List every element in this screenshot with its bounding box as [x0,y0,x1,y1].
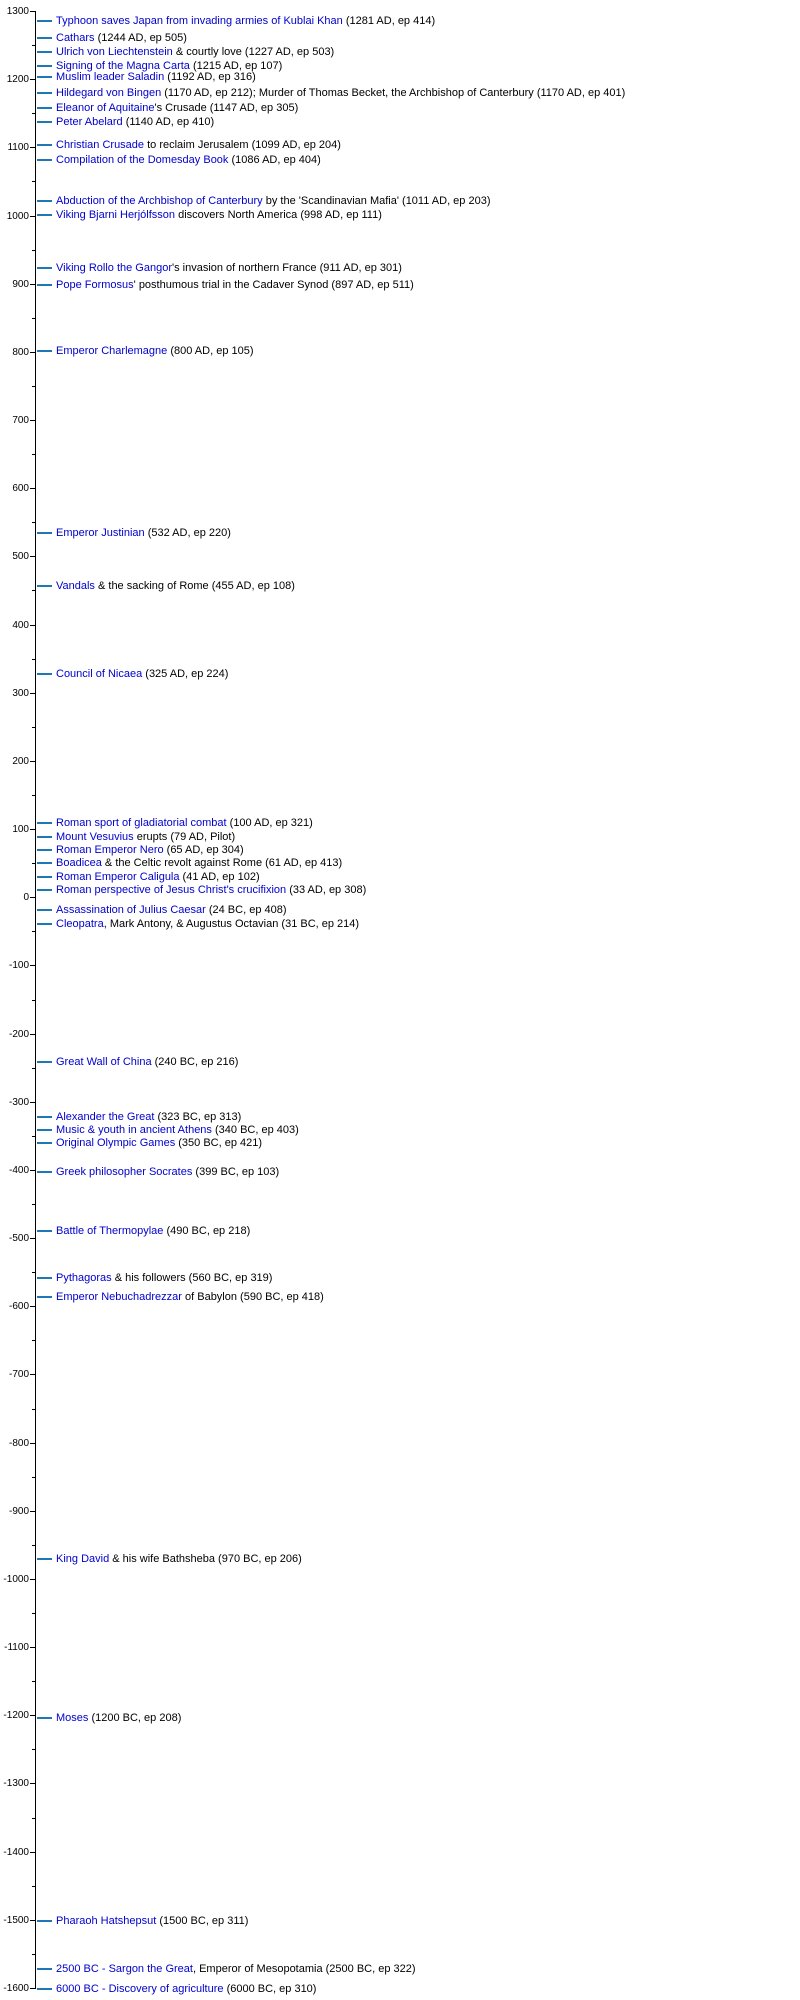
axis-tick-label: -100 [8,960,29,972]
major-tick [30,1579,35,1580]
major-tick [30,1715,35,1716]
event-label [56,1982,316,1996]
axis-tick-label: -800 [8,1437,29,1449]
event-plain-text: (240 BC, ep 216) [151,1056,239,1068]
minor-tick [32,113,35,114]
event-link-text: Great Wall of China [56,1056,152,1068]
event-plain-text: (41 AD, ep 102) [179,871,260,883]
axis-tick-label: -400 [8,1164,29,1176]
event-dash [37,862,52,864]
major-tick [30,1034,35,1035]
minor-tick [32,250,35,251]
axis-tick-label: 200 [12,755,29,767]
event-link-text: Roman Emperor Nero [56,844,164,856]
axis-tick-label: -1600 [3,1983,29,1994]
event-link-text: Assassination of Julius Caesar [56,904,206,916]
event-plain-text: (1170 AD, ep 212); Murder of Thomas Becket, the Archbishop of Canterbury (1170 AD, ep 401) [161,87,626,99]
event-plain-text: & the sacking of Rome (455 AD, ep 108) [94,580,295,592]
event-plain-text: & the Celtic revolt against Rome (61 AD, ep 413) [101,857,343,869]
major-tick [30,1783,35,1784]
event-dash [37,37,52,39]
axis-tick-label: -1400 [3,1846,29,1858]
event-dash [37,1171,52,1173]
event-link-text: Viking Bjarni Herjólfsson [56,209,176,221]
minor-tick [32,1204,35,1205]
event-label [56,667,228,681]
event-plain-text: (323 BC, ep 313) [154,1111,242,1123]
axis-tick-label: 1100 [7,142,29,154]
axis-tick-label: -700 [8,1369,29,1381]
event-plain-text: (325 AD, ep 224) [142,668,229,680]
major-tick [30,965,35,966]
event-label [56,115,214,129]
minor-tick [32,1681,35,1682]
event-dash [37,65,52,67]
event-dash [37,1558,52,1560]
axis-tick-label: -1100 [4,1642,29,1654]
event-link-text: Greek philosopher Socrates [56,1166,193,1178]
event-link-text: Signing of the Magna Carta [56,60,190,72]
major-tick [30,147,35,148]
event-link-text: Moses [56,1712,89,1724]
major-tick [30,216,35,217]
event-plain-text: & courtly love (1227 AD, ep 503) [172,46,335,58]
major-tick [30,11,35,12]
major-tick [30,1988,35,1989]
event-dash [37,909,52,911]
event-dash [37,284,52,286]
major-tick [30,1511,35,1512]
event-link-text: King David [56,1553,110,1565]
major-tick [30,1374,35,1375]
event-label [56,1136,262,1150]
event-label [56,579,295,593]
event-plain-text: (1086 AD, ep 404) [228,154,321,166]
event-plain-text: 's invasion of northern France (911 AD, ep 301) [171,262,402,274]
axis-tick-label: -1000 [3,1573,29,1585]
minor-tick [32,1818,35,1819]
major-tick [30,1238,35,1239]
event-dash [37,267,52,269]
event-dash [37,1988,52,1990]
axis-tick-label: 1000 [6,210,29,222]
event-link-text: Council of Nicaea [56,668,143,680]
major-tick [30,1306,35,1307]
event-plain-text: (399 BC, ep 103) [192,1166,280,1178]
minor-tick [32,45,35,46]
minor-tick [32,795,35,796]
event-link-text: Eleanor of Aquitaine [56,102,155,114]
major-tick [30,761,35,762]
event-dash [37,159,52,161]
minor-tick [32,1954,35,1955]
event-link-text: Alexander the Great [56,1111,155,1123]
event-plain-text: (1140 AD, ep 410) [122,116,215,128]
event-plain-text: & his wife Bathsheba (970 BC, ep 206) [109,1553,302,1565]
event-dash [37,822,52,824]
event-dash [37,532,52,534]
axis-tick-label: -600 [8,1301,29,1313]
event-link-text: Mount Vesuvius [56,831,134,843]
event-plain-text: (65 AD, ep 304) [163,844,244,856]
event-label [56,1110,241,1124]
minor-tick [32,181,35,182]
axis-tick-label: -1300 [3,1778,29,1790]
event-label [56,526,231,540]
event-dash [37,876,52,878]
minor-tick [32,727,35,728]
event-plain-text: ' posthumous trial in the Cadaver Synod (897 AD, ep 511) [133,279,414,291]
event-label [56,1552,302,1566]
event-link-text: Compilation of the Domesday Book [56,154,229,166]
axis-tick-label: -1200 [3,1710,29,1722]
major-tick [30,1852,35,1853]
event-link-text: Vandals [56,580,95,592]
event-plain-text: (24 BC, ep 408) [205,904,287,916]
event-label [56,1962,416,1976]
minor-tick [32,590,35,591]
event-label [56,101,298,115]
axis-tick-label: 0 [23,892,29,904]
minor-tick [32,386,35,387]
minor-tick [32,931,35,932]
event-dash [37,350,52,352]
major-tick [30,1443,35,1444]
event-link-text: Battle of Thermopylae [56,1225,164,1237]
event-label [56,208,382,222]
event-plain-text: to reclaim Jerusalem (1099 AD, ep 204) [144,139,341,151]
axis-tick-label: 900 [12,278,29,290]
major-tick [30,284,35,285]
event-plain-text: (490 BC, ep 218) [163,1225,251,1237]
minor-tick [32,1477,35,1478]
event-dash [37,1296,52,1298]
event-link-text: Music & youth in ancient Athens [56,1124,212,1136]
event-dash [37,200,52,202]
axis-tick-label: 100 [12,824,29,836]
event-dash [37,20,52,22]
event-dash [37,1061,52,1063]
event-label [56,261,402,275]
minor-tick [32,1272,35,1273]
axis-tick-label: -900 [8,1505,29,1517]
event-label [56,344,254,358]
event-link-text: Roman sport of gladiatorial combat [56,817,227,829]
major-tick [30,352,35,353]
event-link-text: Emperor Nebuchadrezzar [56,1291,182,1303]
event-label [56,31,187,45]
event-dash [37,1717,52,1719]
event-plain-text: by the 'Scandinavian Mafia' (1011 AD, ep 203) [262,195,491,207]
event-link-text: Abduction of the Archbishop of Canterbury [56,195,263,207]
event-label [56,86,625,100]
minor-tick [32,1749,35,1750]
event-dash [37,673,52,675]
major-tick [30,625,35,626]
event-dash [37,849,52,851]
event-link-text: Emperor Charlemagne [56,345,168,357]
axis-tick-label: 1200 [6,74,29,86]
event-dash [37,1129,52,1131]
axis-tick-label: 300 [12,687,29,699]
axis-tick-label: 400 [12,619,29,631]
event-link-text: 2500 BC - Sargon the Great [56,1963,193,1975]
axis-tick-label: 600 [12,483,29,495]
timeline-axis [35,11,36,1989]
event-label [56,1914,248,1928]
event-dash [37,92,52,94]
axis-tick-label: -1500 [3,1914,29,1926]
axis-tick-label: -200 [8,1028,29,1040]
minor-tick [32,863,35,864]
event-link-text: Roman perspective of Jesus Christ's crucifixion [56,884,287,896]
event-label [56,45,334,59]
event-dash [37,214,52,216]
axis-tick-label: 700 [12,415,29,427]
event-plain-text: (1281 AD, ep 414) [342,15,436,27]
event-label [56,870,260,884]
event-plain-text: , Mark Antony, & Augustus Octavian (31 BC, ep 214) [103,918,360,930]
minor-tick [32,1000,35,1001]
event-plain-text: (350 BC, ep 421) [175,1137,263,1149]
axis-tick-label: 800 [12,346,29,358]
event-label [56,278,414,292]
minor-tick [32,522,35,523]
minor-tick [32,1136,35,1137]
major-tick [30,897,35,898]
event-plain-text: (1244 AD, ep 505) [94,32,187,44]
event-label [56,856,342,870]
minor-tick [32,318,35,319]
event-plain-text: (532 AD, ep 220) [144,527,231,539]
event-link-text: Boadicea [56,857,102,869]
event-label [56,1165,279,1179]
event-link-text: Pharaoh Hatshepsut [56,1915,157,1927]
minor-tick [32,1886,35,1887]
event-dash [37,1116,52,1118]
event-label [56,843,244,857]
event-label [56,153,321,167]
event-dash [37,1230,52,1232]
major-tick [30,1102,35,1103]
event-label [56,1123,299,1137]
event-dash [37,51,52,53]
event-plain-text: (33 AD, ep 308) [286,884,367,896]
major-tick [30,693,35,694]
event-link-text: Original Olympic Games [56,1137,176,1149]
event-plain-text: 's Crusade (1147 AD, ep 305) [154,102,299,114]
axis-tick-label: -500 [8,1233,29,1245]
minor-tick [32,659,35,660]
event-label [56,1224,250,1238]
event-plain-text: (340 BC, ep 403) [211,1124,299,1136]
event-link-text: Cathars [56,32,95,44]
axis-tick-label: -300 [8,1096,29,1108]
major-tick [30,556,35,557]
event-plain-text: (1500 BC, ep 311) [156,1915,249,1927]
event-plain-text: , Emperor of Mesopotamia (2500 BC, ep 322) [192,1963,416,1975]
major-tick [30,79,35,80]
major-tick [30,1920,35,1921]
event-plain-text: (1215 AD, ep 107) [189,60,283,72]
event-link-text: Muslim leader Saladin [56,71,165,83]
event-link-text: Christian Crusade [56,139,145,151]
event-link-text: Emperor Justinian [56,527,145,539]
event-dash [37,1142,52,1144]
event-link-text: 6000 BC - Discovery of agriculture [56,1983,224,1995]
event-link-text: Ulrich von Liechtenstein [56,46,173,58]
minor-tick [32,1068,35,1069]
major-tick [30,829,35,830]
event-label [56,194,491,208]
event-link-text: Roman Emperor Caligula [56,871,180,883]
axis-tick-label: 500 [12,551,29,563]
event-label [56,816,313,830]
minor-tick [32,454,35,455]
event-plain-text: discovers North America (998 AD, ep 111) [175,209,382,221]
major-tick [30,1170,35,1171]
event-plain-text: & his followers (560 BC, ep 319) [111,1272,273,1284]
event-label [56,1290,324,1304]
event-dash [37,107,52,109]
event-dash [37,836,52,838]
minor-tick [32,1340,35,1341]
major-tick [30,488,35,489]
event-link-text: Pythagoras [56,1272,112,1284]
event-link-text: Pope Formosus [56,279,134,291]
event-link-text: Typhoon saves Japan from invading armies of Kublai Khan [56,15,343,27]
event-plain-text: (6000 BC, ep 310) [223,1983,317,1995]
event-dash [37,1277,52,1279]
event-label [56,138,341,152]
event-plain-text: (1200 BC, ep 208) [88,1712,182,1724]
minor-tick [32,1409,35,1410]
event-link-text: Viking Rollo the Gangor [56,262,172,274]
event-link-text: Peter Abelard [56,116,123,128]
event-dash [37,1920,52,1922]
event-dash [37,923,52,925]
major-tick [30,1647,35,1648]
event-plain-text: erupts (79 AD, Pilot) [133,831,236,843]
event-plain-text: (1192 AD, ep 316) [164,71,256,83]
event-label [56,917,359,931]
event-label [56,70,256,84]
event-label [56,14,435,28]
event-plain-text: of Babylon (590 BC, ep 418) [181,1291,324,1303]
event-label [56,1055,238,1069]
event-dash [37,585,52,587]
minor-tick [32,1613,35,1614]
event-dash [37,144,52,146]
event-label [56,903,287,917]
event-label [56,883,366,897]
event-dash [37,121,52,123]
event-plain-text: (100 AD, ep 321) [226,817,313,829]
minor-tick [32,1545,35,1546]
event-link-text: Hildegard von Bingen [56,87,162,99]
event-link-text: Cleopatra [56,918,104,930]
event-plain-text: (800 AD, ep 105) [167,345,254,357]
event-dash [37,76,52,78]
event-dash [37,889,52,891]
axis-tick-label: 1300 [6,6,29,17]
event-label [56,830,235,844]
event-dash [37,1968,52,1970]
event-label [56,1271,272,1285]
event-label [56,1711,181,1725]
major-tick [30,420,35,421]
